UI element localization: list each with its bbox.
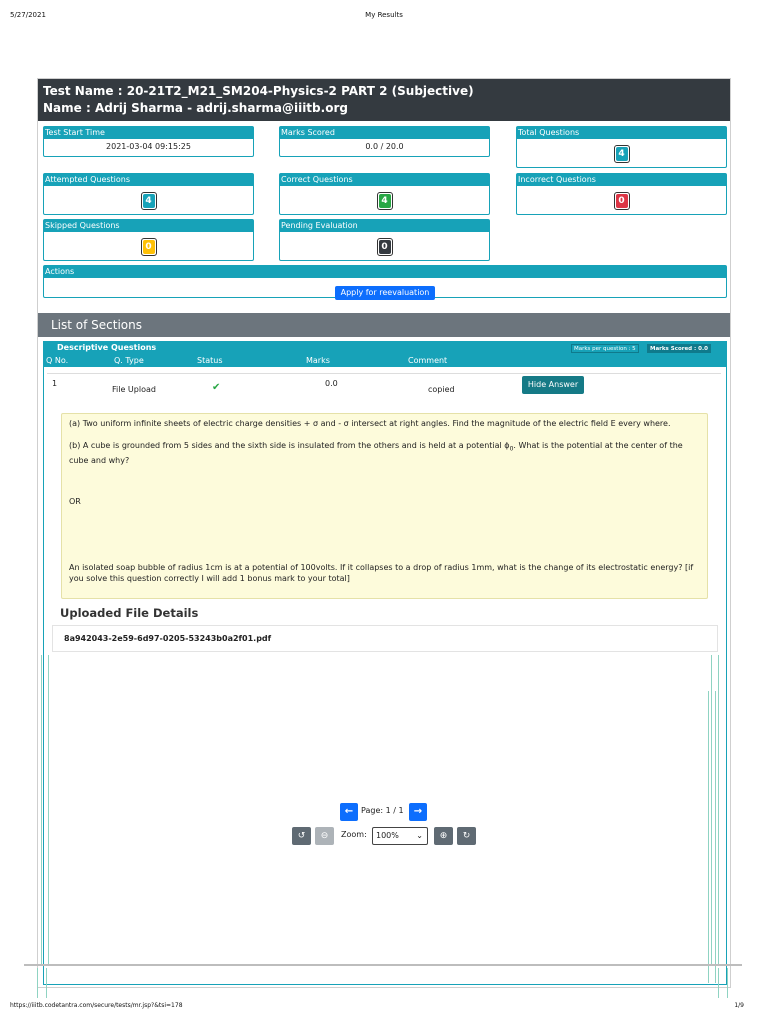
- print-footer: [0, 1002, 768, 1014]
- viewer-left-rail: [41, 655, 49, 964]
- card-bottom-right-rail: [718, 968, 728, 998]
- stat-attempted-questions: [43, 173, 254, 215]
- stat-label: Incorrect Questions: [517, 174, 726, 186]
- stat-test-start-time: [43, 126, 254, 157]
- question-or: OR: [69, 497, 81, 506]
- count-badge: [141, 192, 157, 210]
- question-part-a: (a) Two uniform infinite sheets of electric charge densities + σ and - σ intersect at right angles. Find the magnitude of the electric field E every where.: [69, 419, 671, 428]
- count-badge: [614, 192, 630, 210]
- descriptive-section: [43, 341, 727, 985]
- stat-incorrect-questions: [516, 173, 727, 215]
- rotate-left-button[interactable]: [292, 827, 311, 845]
- stat-pending-evaluation: [279, 219, 490, 261]
- marks-per-question-badge: Marks per question : 5: [571, 344, 639, 353]
- actions-panel: [43, 265, 727, 298]
- count-badge: [377, 238, 393, 256]
- question-part-b: (b) A cube is grounded from 5 sides and the sixth side is insulated from the others and is held at a potential $\phi_0$. What is the potential at the center of the cube and why?: [69, 441, 683, 465]
- chevron-down-icon: ⌄: [416, 831, 423, 840]
- col-marks: Marks: [306, 356, 330, 365]
- page-break-line: [24, 964, 742, 968]
- stat-label: Total Questions: [517, 127, 726, 139]
- count-value: 4: [616, 147, 628, 161]
- row-qtype: File Upload: [112, 385, 156, 394]
- prev-page-button[interactable]: [340, 803, 358, 821]
- viewer-right-rail: [711, 655, 719, 964]
- zoom-in-icon: ⊕: [439, 831, 448, 841]
- zoom-controls: [292, 826, 482, 846]
- stat-label: Test Start Time: [44, 127, 253, 139]
- stat-skipped-questions: [43, 219, 254, 261]
- zoom-select[interactable]: [372, 827, 428, 845]
- stat-label: Skipped Questions: [44, 220, 253, 232]
- stat-label: Attempted Questions: [44, 174, 253, 186]
- row-marks: 0.0: [325, 379, 338, 388]
- stat-correct-questions: [279, 173, 490, 215]
- uploaded-file-details-title: Uploaded File Details: [60, 606, 199, 620]
- student-name: Name : Adrij Sharma - adrij.sharma@iiitb.org: [43, 101, 348, 115]
- hide-answer-button[interactable]: Hide Answer: [522, 376, 584, 394]
- arrow-right-icon: →: [413, 806, 423, 817]
- rotate-right-button[interactable]: [457, 827, 476, 845]
- card-header: [38, 79, 730, 121]
- uploaded-file-name[interactable]: 8a942043-2e59-6d97-0205-53243b0a2f01.pdf: [52, 625, 718, 652]
- zoom-value: 100%: [376, 831, 399, 840]
- zoom-label: Zoom:: [341, 830, 367, 839]
- print-url: https://iiitb.codetantra.com/secure/tests/mr.jsp?&tsi=178: [10, 1002, 183, 1009]
- rotate-right-icon: ↻: [462, 831, 471, 841]
- pdf-pager: [340, 803, 430, 821]
- print-page-number: 1/9: [734, 1002, 744, 1009]
- card-bottom-left-rail: [37, 968, 47, 998]
- stat-label: Correct Questions: [280, 174, 489, 186]
- page-indicator: Page: 1 / 1: [361, 806, 404, 815]
- stat-value: 2021-03-04 09:15:25: [106, 142, 191, 151]
- check-icon: ✔: [212, 382, 221, 393]
- print-header: [0, 11, 768, 23]
- count-value: 4: [143, 194, 155, 208]
- stat-label: Pending Evaluation: [280, 220, 489, 232]
- print-title: My Results: [365, 11, 403, 19]
- results-card: [37, 78, 731, 988]
- list-of-sections-title: List of Sections: [38, 313, 730, 337]
- row-qno: 1: [52, 379, 58, 388]
- stat-label: Marks Scored: [280, 127, 489, 139]
- table-row: [47, 373, 721, 399]
- arrow-left-icon: ←: [344, 806, 354, 817]
- count-badge: [141, 238, 157, 256]
- descriptive-section-header[interactable]: [44, 341, 726, 355]
- zoom-out-button[interactable]: [315, 827, 334, 845]
- count-badge: [377, 192, 393, 210]
- count-value: 4: [379, 194, 391, 208]
- stat-total-questions: [516, 126, 727, 168]
- next-page-button[interactable]: [409, 803, 427, 821]
- actions-label: Actions: [44, 266, 726, 278]
- table-header: [44, 355, 726, 367]
- apply-reevaluation-button[interactable]: Apply for reevaluation: [335, 286, 436, 300]
- zoom-in-button[interactable]: [434, 827, 453, 845]
- row-comment: copied: [428, 385, 455, 394]
- section-title: Descriptive Questions: [57, 343, 157, 352]
- col-status: Status: [197, 356, 223, 365]
- col-comment: Comment: [408, 356, 448, 365]
- col-qno: Q No.: [46, 356, 69, 365]
- count-value: 0: [143, 240, 155, 254]
- zoom-out-icon: ⊖: [320, 831, 329, 841]
- count-value: 0: [379, 240, 391, 254]
- print-date: 5/27/2021: [10, 11, 46, 19]
- stat-marks-scored: [279, 126, 490, 157]
- count-value: 0: [616, 194, 628, 208]
- test-name: Test Name : 20-21T2_M21_SM204-Physics-2 PART 2 (Subjective): [43, 84, 474, 98]
- rotate-left-icon: ↺: [297, 831, 306, 841]
- count-badge: [614, 145, 630, 163]
- question-text: [61, 413, 708, 599]
- col-qtype: Q. Type: [114, 356, 144, 365]
- question-bubble: An isolated soap bubble of radius 1cm is at a potential of 100volts. If it collapses to a drop of radius 1mm, what is the change of its electrostatic energy? [if you solve this question correctly I will add 1 bonus mark to your total]: [69, 563, 694, 583]
- marks-scored-badge: Marks Scored : 0.0: [647, 344, 711, 353]
- stat-value: 0.0 / 20.0: [365, 142, 404, 151]
